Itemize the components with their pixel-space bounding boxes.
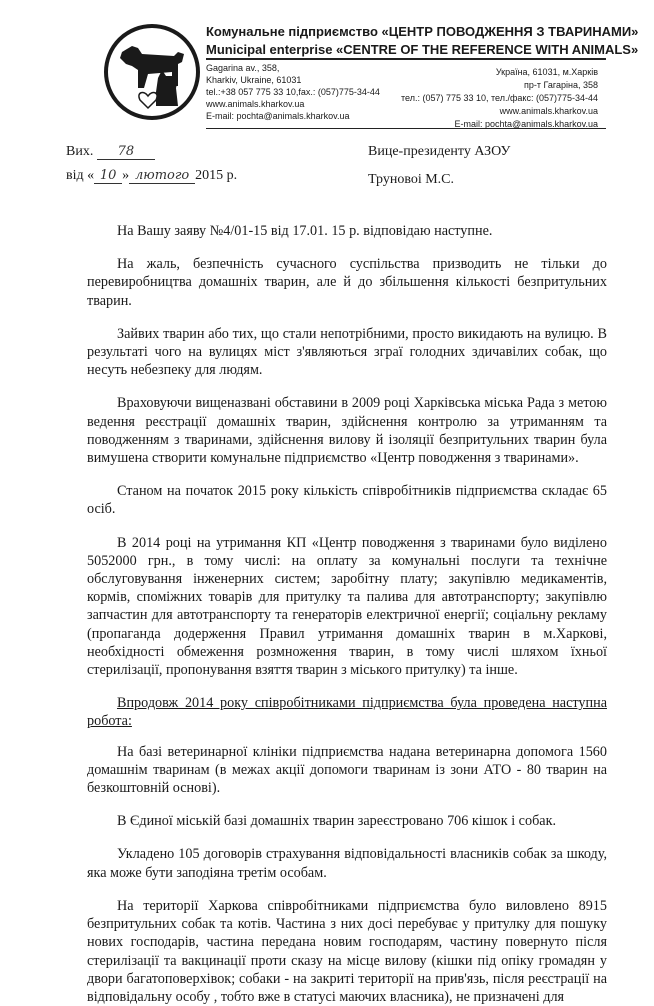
- date-prefix: від «: [66, 168, 95, 183]
- address-line: Gagarina av., 358,: [206, 63, 280, 73]
- addressee-position: Вице-президенту АЗОУ: [368, 144, 511, 159]
- address-line: Україна, 61031, м.Харків: [495, 67, 598, 77]
- address-line: tel.:+38 057 775 33 10,fax.: (057)775-34-44: [206, 87, 380, 97]
- paragraph: В 2014 році на утримання КП «Центр поводження з тваринами було виділено 5052000 грн., в тому числі: на оплату за комунальні послуги та технічне обслуговування інженерних систем; заробітну плату; закупівлю медикаментів, кормів, споміжних товарів для притулку та палива для автотранспорту; закупівлю запчастин для автотранспорту та генераторів електричної енергії; соціальну рекламу (пропаганда додерження Правил утримання домашніх тварин в м.Харкові, необхідності обмеження розмноження тварин, в тому числі шляхом їхньої стерилізації, пропонування взяття тварин з міського притулку) та інше.: [87, 534, 607, 679]
- outgoing-number: [66, 144, 155, 160]
- addressee-name: Труновоі М.С.: [368, 172, 455, 187]
- paragraph: Укладено 105 договорів страхування відповідальності власників собак за шкоду, яка може бути заподіяна третім особам.: [87, 846, 607, 881]
- address-line: тел.: (057) 775 33 10, тел./факс: (057)775-34-44: [400, 93, 598, 103]
- paragraph: Станом на початок 2015 року кількість співробітників підприємства складає 65 осіб.: [87, 483, 607, 518]
- date-month: лютого: [129, 168, 195, 184]
- outgoing-label: Вих.: [66, 144, 94, 159]
- outgoing-number-value: 78: [97, 144, 155, 160]
- letter-date: [66, 168, 237, 184]
- address-line: www.animals.kharkov.ua: [206, 99, 305, 109]
- address-line: пр-т Гагаріна, 358: [524, 80, 598, 90]
- address-line: www.animals.kharkov.ua: [499, 106, 598, 116]
- paragraph: На Вашу заяву №4/01-15 від 17.01. 15 р. відповідаю наступне.: [117, 223, 493, 239]
- address-line: E-mail: pochta@animals.kharkov.ua: [206, 111, 350, 121]
- address-ua: [401, 66, 598, 131]
- address-line: Kharkiv, Ukraine, 61031: [206, 75, 302, 85]
- address-en: [206, 62, 380, 122]
- dog-cat-heart-logo-icon: [104, 22, 200, 122]
- date-quote: »: [122, 168, 130, 183]
- paragraph: Зайвих тварин або тих, що стали непотрібними, просто викидають на вулицю. В результаті чого на вулицях міст з'являються зграї голодних здичавілих собак, що несуть небезпеку для людям.: [87, 325, 607, 379]
- letterhead: [0, 0, 654, 140]
- header-bottom-rule: [206, 128, 606, 129]
- enterprise-name-en: Municipal enterprise «CENTRE OF THE REFERENCE WITH ANIMALS»: [206, 42, 639, 57]
- date-year: 2015 р.: [195, 168, 238, 183]
- enterprise-name-ua: Комунальне підприємство «ЦЕНТР ПОВОДЖЕННЯ З ТВАРИНАМИ»: [206, 24, 639, 39]
- paragraph: В Єдиної міській базі домашніх тварин зареєстровано 706 кішок і собак.: [117, 813, 557, 830]
- paragraph: Враховуючи вищеназвані обставини в 2009 році Харківська міська Рада з метою ведення реєстрації домашніх тварин, здійснення контролю за утриманням та поводженням з тваринами, здійснення вилову й ізоляції безпритульних тварин була вимушена створити комунальне підприємство «Центр поводження з тваринами».: [87, 395, 607, 467]
- date-day: 10: [94, 168, 122, 184]
- paragraph: На жаль, безпечність сучасного суспільства призводить не тільки до перевиробництва домашніх тварин, але й до збільшення кількості безпритульних тварин.: [87, 256, 607, 309]
- paragraph: На території Харкова співробітниками підприємства було виловлено 8915 безпритульних собак та котів. Частина з них досі перебуває у притулку для пошуку нових господарів, частина передана новим господарям, частину повернуто після стерилізації та вакцинації проти сказу на місце вилову (кішки під опіку громадян у двори багатоповерхівок; собаки - на закриті території на прив'язь, після реєстрації на відповідальну особу , тобто вже в статусі маючих власника), не призначені для: [87, 897, 607, 1005]
- header-divider: [206, 58, 606, 60]
- section-heading: Впродовж 2014 року співробітниками підприємства була проведена наступна робота:: [87, 695, 607, 730]
- letter-body: [87, 222, 607, 1006]
- address-line: E-mail: pochta@animals.kharkov.ua: [454, 119, 598, 129]
- paragraph: На базі ветеринарної клініки підприємства надана ветеринарна допомога 1560 домашнім тваринам (в межах акції допомоги тваринам із зони АТО - 80 тварин на безкоштовній основі).: [87, 743, 607, 797]
